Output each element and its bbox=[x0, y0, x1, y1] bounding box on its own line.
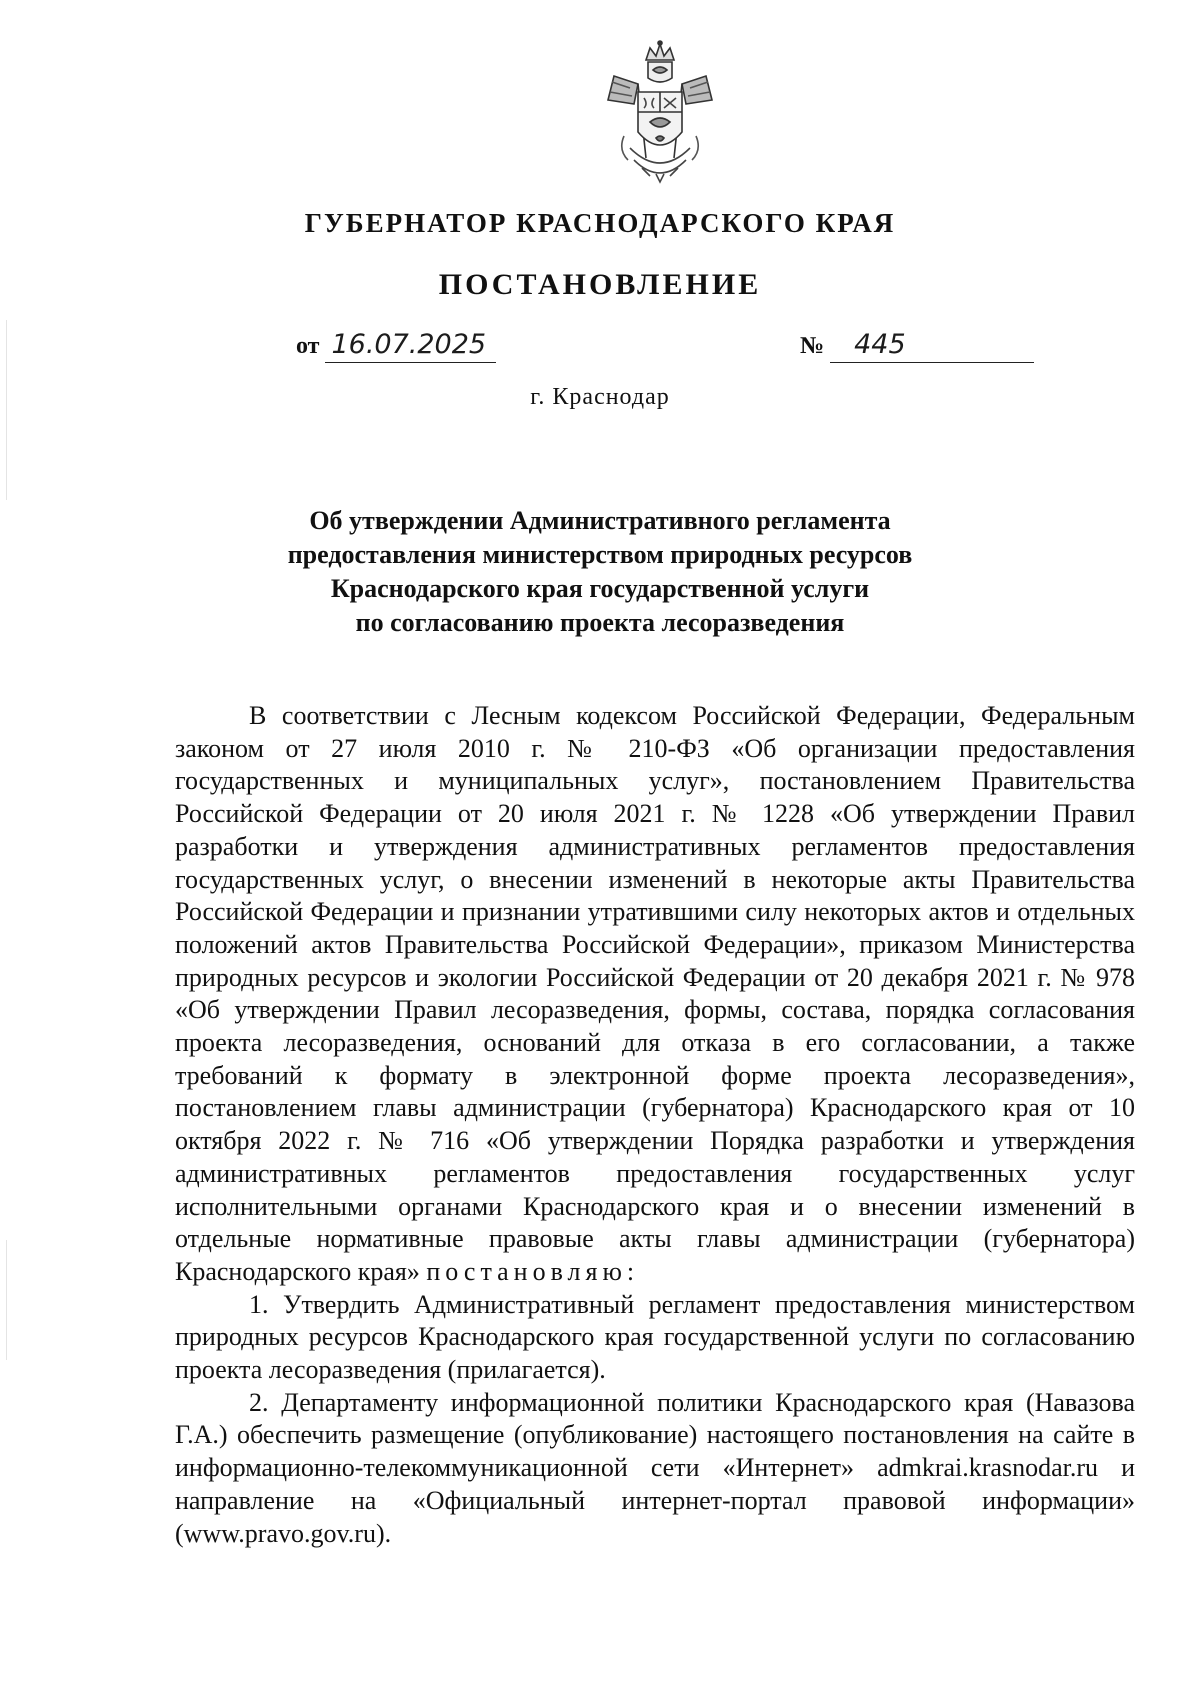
title-line: предоставления министерством природных ресурсов bbox=[287, 540, 913, 569]
coat-of-arms-icon bbox=[598, 40, 722, 190]
title-line: по согласованию проекта лесоразведения bbox=[355, 608, 845, 637]
preamble-text: В соответствии с Лесным кодексом Российской Федерации, Федеральным законом от 27 июля 2010 г. № 210-ФЗ «Об организации предоставления государственных и муниципальных услуг», постановлением Правительства Российской Федерации от 20 июля 2021 г. № 1228 «Об утверждении Правил разработки и утверждения административных регламентов предоставления государственных услуг, о внесении изменений в некоторые акты Правительства Российской Федерации и признании утратившими силу некоторых актов и отдельных положений актов Правительства Российской Федерации», приказом Министерства природных ресурсов и экологии Российской Федерации от 20 декабря 2021 г. № 978 «Об утверждении Правил лесоразведения, формы, состава, порядка согласования проекта лесоразведения, оснований для отказа в его согласовании, а также требований к формату в электронной форме проекта лесоразведения», постановлением главы администрации (губернатора) Краснодарского края от 10 октября 2022 г. № 716 «Об утверждении Порядка разработки и утверждения административных регламентов предоставления государственных услуг исполнительными органами Краснодарского края и о внесении изменений в отдельные нормативные правовые акты главы администрации (губернатора) Краснодарского края» bbox=[175, 701, 1135, 1286]
document-number bbox=[800, 330, 1034, 363]
city: г. Краснодар bbox=[530, 384, 670, 410]
scan-edge-mark bbox=[6, 1240, 7, 1360]
title-line: Краснодарского края государственной услуги bbox=[330, 574, 870, 603]
number-value: 445 bbox=[830, 330, 1034, 363]
preamble-paragraph bbox=[175, 700, 1135, 1289]
clause-2: 2. Департаменту информационной политики Краснодарского края (Навазова Г.А.) обеспечить размещение (опубликование) настоящего постановления на сайте в информационно-телекоммуникационной сети «Интернет» admkrai.krasnodar.ru и направление на «Официальный интернет-портал правовой информации» (www.pravo.gov.ru). bbox=[175, 1387, 1135, 1548]
number-label: № bbox=[800, 333, 825, 359]
decree-word: постановляю: bbox=[426, 1256, 640, 1286]
clause-1: 1. Утвердить Административный регламент предоставления министерством природных ресурсов Краснодарского края государственной услуги по согласованию проекта лесоразведения (прилагается). bbox=[175, 1289, 1135, 1385]
document-type: ПОСТАНОВЛЕНИЕ bbox=[438, 268, 762, 301]
title-line: Об утверждении Административного регламента bbox=[309, 506, 891, 535]
document-body bbox=[175, 700, 1135, 1550]
document-date bbox=[296, 330, 496, 363]
scan-edge-mark bbox=[6, 320, 7, 500]
date-label: от bbox=[296, 333, 320, 359]
date-value: 16.07.2025 bbox=[325, 330, 496, 363]
document-title bbox=[0, 504, 1200, 640]
issuing-authority: ГУБЕРНАТОР КРАСНОДАРСКОГО КРАЯ bbox=[304, 208, 896, 238]
